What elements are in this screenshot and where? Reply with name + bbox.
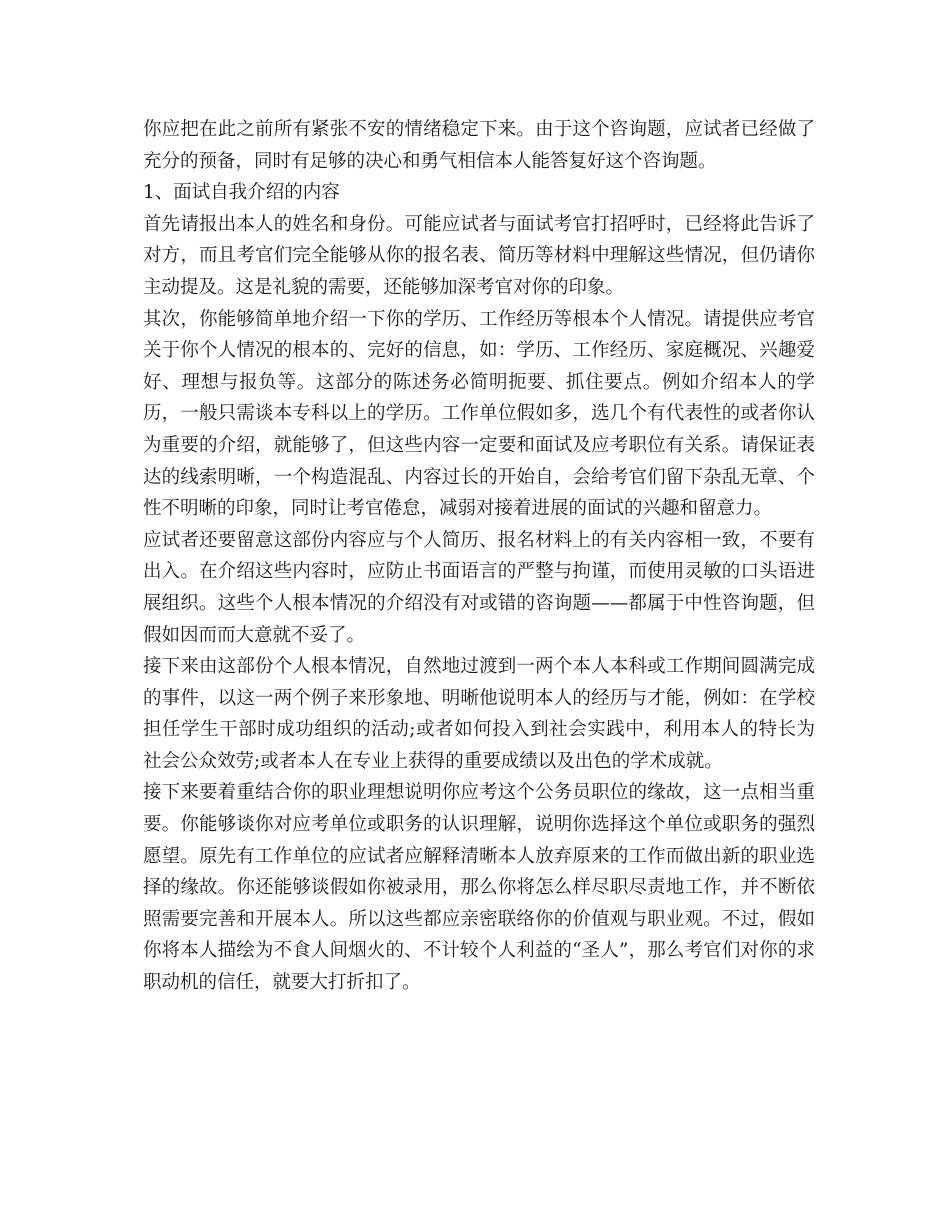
paragraph-background: 其次，你能够简单地介绍一下你的学历、工作经历等根本个人情况。请提供应考官关于你个人情况的根本的、完好的信息，如：学历、工作经历、家庭概况、兴趣爱好、理想与报负等。这部分的陈述务必简明扼要、抓住要点。例如介绍本人的学历，一般只需谈本专科以上的学历。工作单位假如多，选几个有代表性的或者你认为重要的介绍，就能够了，但这些内容一定要和面试及应考职位有关系。请保证表达的线索明晰，一个构造混乱、内容过长的开始自，会给考官们留下杂乱无章、个性不明晰的印象，同时让考官倦怠，减弱对接着进展的面试的兴趣和留意力。: [143, 308, 815, 520]
paragraph-consistency: 应试者还要留意这部份内容应与个人简历、报名材料上的有关内容相一致，不要有出入。在介绍这些内容时，应防止书面语言的严整与拘谨，而使用灵敏的口头语进展组织。这些个人根本情况的介绍没有对或错的咨询题——都属于中性咨询题，但假如因而而大意就不妥了。: [143, 529, 815, 646]
paragraph-intro: 你应把在此之前所有紧张不安的情绪稳定下来。由于这个咨询题，应试者已经做了充分的预备，同时有足够的决心和勇气相信本人能答复好这个咨询题。: [143, 119, 815, 172]
paragraph-motivation: 接下来要着重结合你的职业理想说明你应考这个公务员职位的缘故，这一点相当重要。你能够谈你对应考单位或职务的认识理解，说明你选择这个单位或职务的强烈愿望。原先有工作单位的应试者应解释清晰本人放弃原来的工作而做出新的职业选择的缘故。你还能够谈假如你被录用，那么你将怎么样尽职尽责地工作，并不断依照需要完善和开展本人。所以这些都应亲密联络你的价值观与职业观。不过，假如你将本人描绘为不食人间烟火的、不计较个人利益的“圣人”，那么考官们对你的求职动机的信任，就要大打折扣了。: [143, 782, 815, 994]
section-heading: 1、面试自我介绍的内容: [143, 182, 340, 204]
paragraph-examples: 接下来由这部份个人根本情况，自然地过渡到一两个本人本科或工作期间圆满完成的事件，以这一两个例子来形象地、明晰他说明本人的经历与才能，例如：在学校担任学生干部时成功组织的活动;或者如何投入到社会实践中，利用本人的特长为社会公众效劳;或者本人在专业上获得的重要成绩以及出色的学术成就。: [143, 656, 815, 772]
paragraph-name-identity: 首先请报出本人的姓名和身份。可能应试者与面试考官打招呼时，已经将此告诉了对方，而且考官们完全能够从你的报名表、简历等材料中理解这些情况，但仍请你主动提及。这是礼貌的需要，还能够加深考官对你的印象。: [143, 213, 815, 298]
document-body: [143, 114, 815, 999]
